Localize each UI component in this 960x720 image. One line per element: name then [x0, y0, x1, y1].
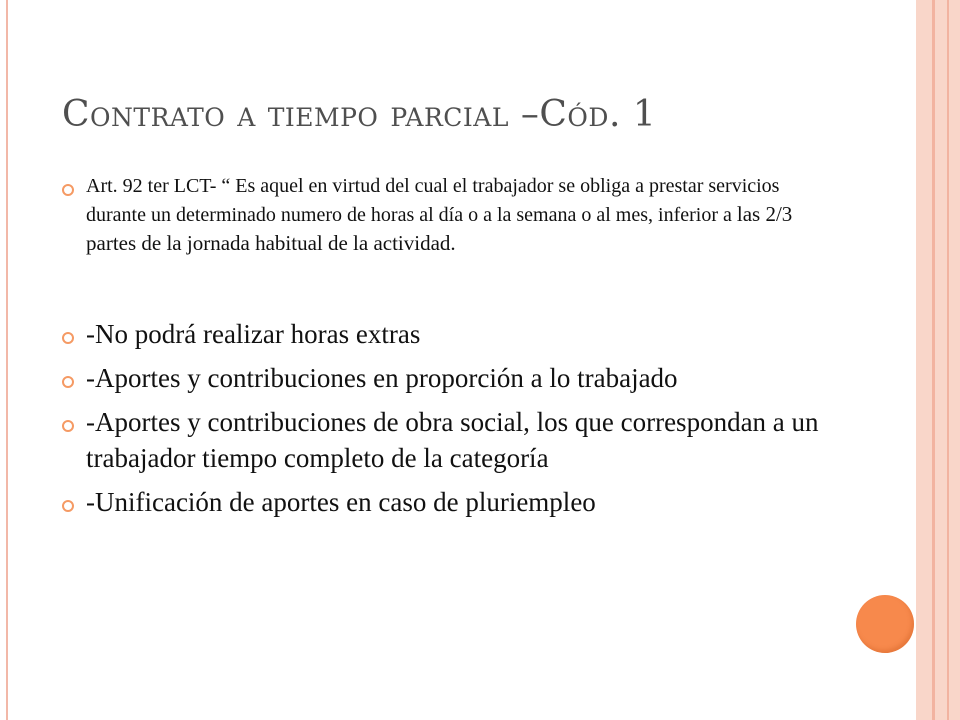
bullet-item-contributions: [62, 360, 822, 396]
bullet-circle-icon: [62, 332, 74, 344]
bullet-circle-icon: [62, 500, 74, 512]
bullet-item-overtime: [62, 316, 822, 352]
left-frame-line: [6, 0, 8, 720]
bullet-text-tail: las 2/3 partes de la jornada habitual de la actividad.: [86, 202, 793, 255]
bullet-text: -Unificación de aportes en caso de pluriempleo: [86, 487, 596, 517]
decorative-circle: [856, 595, 914, 653]
bullet-item-social-work: [62, 404, 822, 476]
bullet-item-definition: [62, 172, 822, 258]
bullet-text: -Aportes y contribuciones de obra social, los que correspondan a un trabajador tiempo completo de la categoría: [86, 407, 819, 473]
bullet-circle-icon: [62, 184, 74, 196]
right-stripe: [949, 0, 960, 720]
bullet-list: [62, 172, 822, 528]
bullet-circle-icon: [62, 420, 74, 432]
bullet-circle-icon: [62, 376, 74, 388]
slide-title: Contrato a tiempo parcial –Cód. 1: [62, 94, 657, 135]
bullet-text: -No podrá realizar horas extras: [86, 319, 421, 349]
bullet-text: Art. 92 ter LCT- “ Es aquel en virtud del cual el trabajador se obliga a prestar servicios durante un determinado numero de horas al día o a la semana o al mes, inferior a: [86, 175, 780, 226]
bullet-item-unification: [62, 484, 822, 520]
right-stripe: [935, 0, 947, 720]
bullet-text: -Aportes y contribuciones en proporción a lo trabajado: [86, 363, 678, 393]
right-stripe: [916, 0, 932, 720]
